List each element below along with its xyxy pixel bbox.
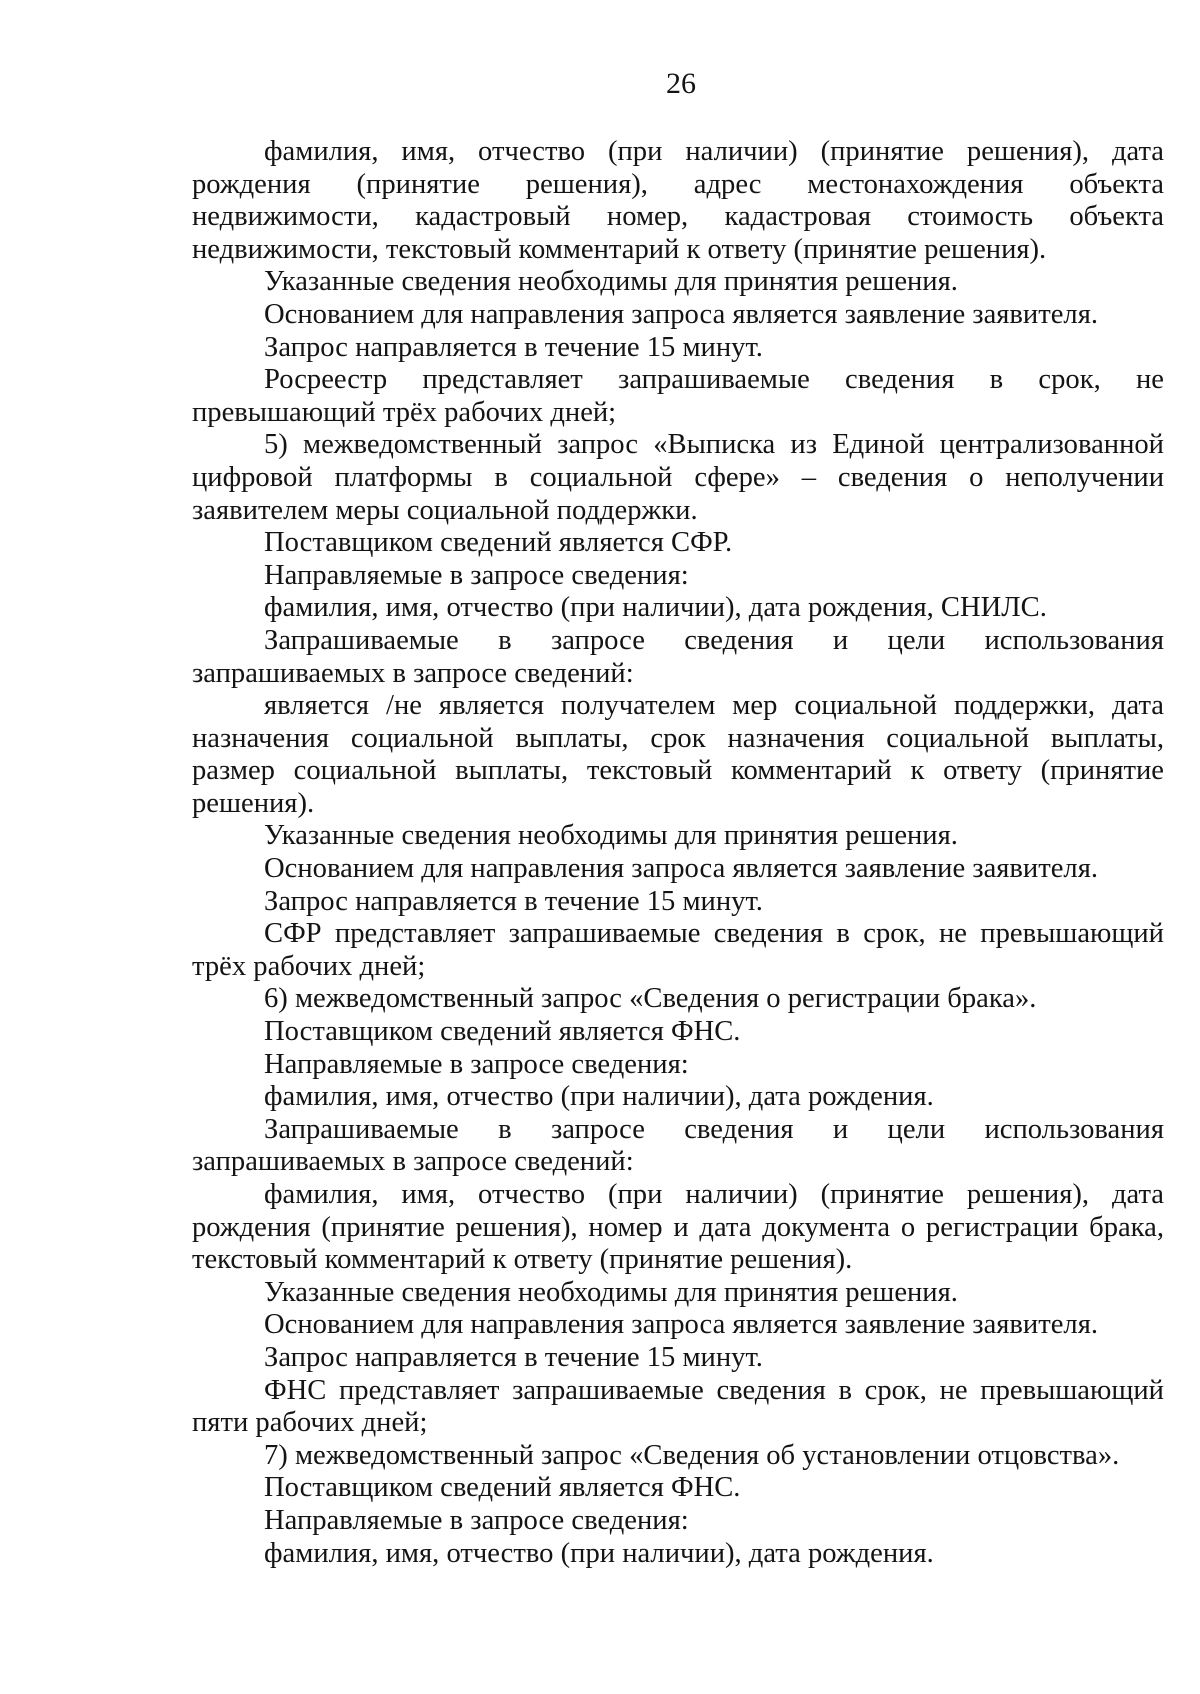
- paragraph: 7) межведомственный запрос «Сведения об установлении отцовства».: [264, 1439, 1120, 1471]
- paragraph: Запрос направляется в течение 15 минут.: [264, 885, 763, 917]
- paragraph: СФР представляет запрашиваемые сведения в срок, не превышающий трёх рабочих дней;: [192, 918, 1164, 982]
- paragraph: Запрос направляется в течение 15 минут.: [264, 331, 763, 363]
- paragraph: Указанные сведения необходимы для принятия решения.: [264, 1276, 958, 1308]
- paragraph: фамилия, имя, отчество (при наличии), дата рождения.: [264, 1081, 934, 1113]
- paragraph: Поставщиком сведений является ФНС.: [264, 1016, 741, 1048]
- paragraph: фамилия, имя, отчество (при наличии), дата рождения, СНИЛС.: [264, 592, 1047, 624]
- paragraph: Запрос направляется в течение 15 минут.: [264, 1341, 763, 1373]
- paragraph: фамилия, имя, отчество (при наличии) (принятие решения), дата рождения (принятие решения), адрес местонахождения объекта недвижимости, кадастровый номер, кадастровая стоимость объекта недвижимости, текстовый комментарий к ответу (принятие решения).: [192, 136, 1164, 265]
- paragraph: Поставщиком сведений является ФНС.: [264, 1472, 741, 1504]
- paragraph: ФНС представляет запрашиваемые сведения в срок, не превышающий пяти рабочих дней;: [192, 1374, 1164, 1439]
- paragraph: 6) межведомственный запрос «Сведения о регистрации брака».: [264, 983, 1037, 1015]
- page-number: 26: [666, 67, 696, 100]
- paragraph: Запрашиваемые в запросе сведения и цели использования запрашиваемых в запросе сведений:: [192, 1113, 1164, 1178]
- paragraph: Запрашиваемые в запросе сведения и цели использования запрашиваемых в запросе сведений:: [192, 624, 1164, 689]
- paragraph: Основанием для направления запроса является заявление заявителя.: [264, 1309, 1098, 1341]
- paragraph: Основанием для направления запроса является заявление заявителя.: [264, 853, 1098, 885]
- paragraph: Направляемые в запросе сведения:: [264, 1048, 689, 1080]
- paragraph: Указанные сведения необходимы для принятия решения.: [264, 266, 958, 298]
- paragraph: Указанные сведения необходимы для принятия решения.: [264, 820, 958, 852]
- paragraph: фамилия, имя, отчество (при наличии) (принятие решения), дата рождения (принятие решения), номер и дата документа о регистрации брака, текстовый комментарий к ответу (принятие решения).: [192, 1179, 1164, 1276]
- paragraph: Росреестр представляет запрашиваемые сведения в срок, не превышающий трёх рабочих дней;: [192, 364, 1164, 428]
- paragraph: Основанием для направления запроса является заявление заявителя.: [264, 298, 1098, 330]
- body-text: [192, 136, 1164, 1570]
- paragraph: фамилия, имя, отчество (при наличии), дата рождения.: [264, 1537, 934, 1569]
- paragraph: 5) межведомственный запрос «Выписка из Единой централизованной цифровой платформы в социальной сфере» – сведения о неполучении заявителем меры социальной поддержки.: [192, 429, 1164, 526]
- paragraph: Направляемые в запросе сведения:: [264, 559, 689, 591]
- paragraph: является /не является получателем мер социальной поддержки, дата назначения социальной выплаты, срок назначения социальной выплаты, размер социальной выплаты, текстовый комментарий к ответу (принятие решения).: [192, 690, 1164, 819]
- paragraph: Поставщиком сведений является СФР.: [264, 527, 733, 559]
- paragraph: Направляемые в запросе сведения:: [264, 1504, 689, 1536]
